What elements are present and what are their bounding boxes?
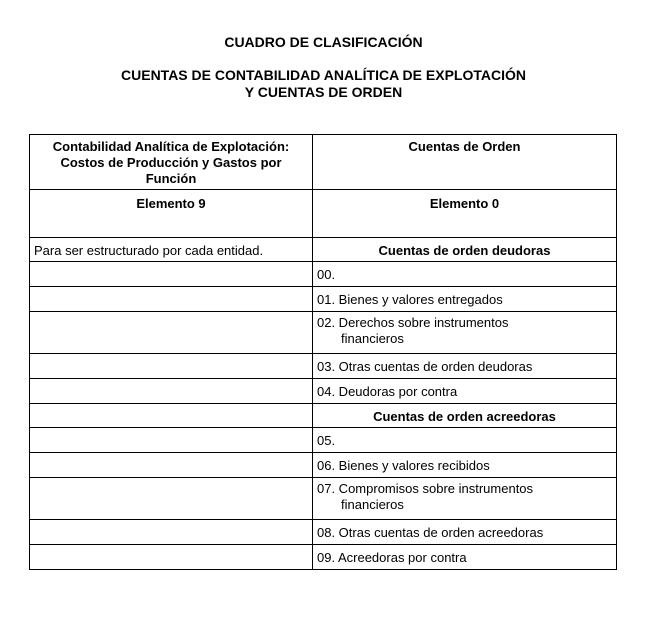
empty-cell: [30, 428, 313, 453]
empty-cell: [30, 312, 313, 354]
empty-cell: [30, 262, 313, 287]
account-label: 01. Bienes y valores entregados: [317, 292, 503, 307]
header-analitica-line: Costos de Producción y Gastos por: [60, 155, 282, 170]
element-0-label: Elemento 0: [313, 190, 617, 238]
empty-cell: [30, 379, 313, 404]
left-note: Para ser estructurado por cada entidad.: [30, 238, 313, 262]
empty-cell: [30, 354, 313, 379]
empty-cell: [30, 520, 313, 545]
account-label: 07. Compromisos sobre instrumentos: [317, 481, 534, 496]
table-row: [30, 379, 617, 404]
empty-cell: [30, 404, 313, 428]
table-row: [30, 428, 617, 453]
table-row: [30, 287, 617, 312]
table-row: [30, 312, 617, 354]
account-label: 05.: [317, 433, 336, 448]
account-cell: [313, 312, 617, 354]
header-analitica: [30, 135, 313, 190]
empty-cell: [30, 545, 313, 570]
header-analitica-line: Función: [145, 171, 197, 186]
table-row: [30, 545, 617, 570]
account-cell: [313, 453, 617, 478]
account-cell: [313, 379, 617, 404]
table-row: [30, 453, 617, 478]
acreedoras-heading: Cuentas de orden acreedoras: [313, 404, 617, 428]
classification-table: [29, 134, 617, 570]
account-cell: [313, 287, 617, 312]
table-row: [30, 262, 617, 287]
table-row: [30, 478, 617, 520]
table-row: [30, 404, 617, 428]
empty-cell: [30, 453, 313, 478]
document-title: CUADRO DE CLASIFICACIÓN: [224, 34, 423, 50]
document-subtitle-line1: CUENTAS DE CONTABILIDAD ANALÍTICA DE EXPLOTACIÓN: [121, 67, 526, 83]
account-label: 00.: [317, 267, 336, 282]
account-cell: [313, 545, 617, 570]
table-row: [30, 354, 617, 379]
account-cell: [313, 262, 617, 287]
account-label: 06. Bienes y valores recibidos: [317, 458, 490, 473]
account-cell: [313, 354, 617, 379]
account-label: 09. Acreedoras por contra: [317, 550, 467, 565]
header-cuentas-orden: Cuentas de Orden: [313, 135, 617, 190]
account-label-continuation: financieros: [341, 497, 404, 512]
table-row: [30, 238, 617, 262]
document-subtitle-line2: Y CUENTAS DE ORDEN: [244, 84, 403, 100]
deudoras-heading: Cuentas de orden deudoras: [313, 238, 617, 262]
account-label: 02. Derechos sobre instrumentos: [317, 315, 509, 330]
empty-cell: [30, 478, 313, 520]
table-header-row: [30, 135, 617, 190]
account-label: 04. Deudoras por contra: [317, 384, 458, 399]
account-label: 08. Otras cuentas de orden acreedoras: [317, 525, 544, 540]
empty-cell: [30, 287, 313, 312]
account-cell: [313, 478, 617, 520]
account-label-continuation: financieros: [341, 331, 404, 346]
account-cell: [313, 520, 617, 545]
account-label: 03. Otras cuentas de orden deudoras: [317, 359, 533, 374]
account-cell: [313, 428, 617, 453]
element-9-label: Elemento 9: [30, 190, 313, 238]
header-analitica-line: Contabilidad Analítica de Explotación:: [52, 139, 290, 154]
element-row: [30, 190, 617, 238]
table-row: [30, 520, 617, 545]
